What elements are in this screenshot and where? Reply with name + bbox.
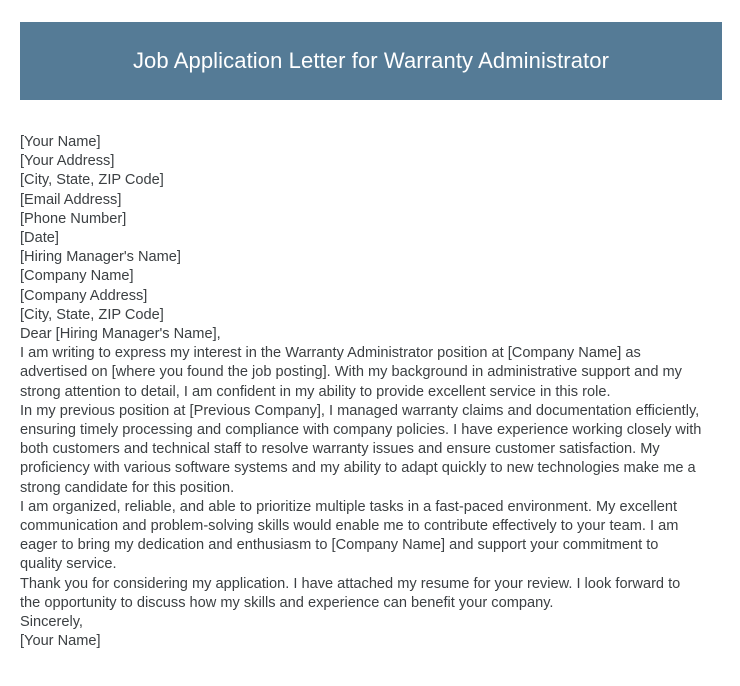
letter-line: [Your Address] (20, 153, 115, 170)
document-header-banner (20, 22, 722, 100)
letter-line: [Email Address] (20, 191, 122, 208)
letter-line: I am organized, reliable, and able to prioritize multiple tasks in a fast-paced environment. My excellent communication and problem-solving skills would enable me to contribute effectively to your team. I am eager to bring my dedication and enthusiasm to [Company Name] and support your commitment to quality service. (20, 498, 679, 573)
letter-line: [Your Name] (20, 134, 101, 150)
letter-line: [Your Name] (20, 633, 101, 650)
page-title: Job Application Letter for Warranty Administrator (132, 47, 610, 73)
letter-line: Dear [Hiring Manager's Name], (20, 326, 221, 343)
letter-line: Sincerely, (20, 614, 83, 631)
letter-line: In my previous position at [Previous Company], I managed warranty claims and documentation efficiently, ensuring timely processing and compliance with company policies. I have experience working closely with both customers and technical staff to resolve warranty issues and ensure customer satisfaction. My proficiency with various software systems and my ability to adapt quickly to new technologies make me a strong candidate for this position. (20, 402, 702, 496)
letter-line: [Company Address] (20, 287, 148, 304)
letter-line: Thank you for considering my application. I have attached my resume for your review. I look forward to the opportunity to discuss how my skills and experience can benefit your company. (20, 575, 681, 611)
letter-line: [Phone Number] (20, 210, 127, 227)
letter-line: I am writing to express my interest in the Warranty Administrator position at [Company Name] as advertised on [where you found the job posting]. With my background in administrative support and my strong attention to detail, I am confident in my ability to provide excellent service in this role. (20, 345, 682, 400)
letter-line: [Company Name] (20, 268, 134, 285)
letter-line: [City, State, ZIP Code] (20, 306, 164, 323)
letter-line: [Hiring Manager's Name] (20, 249, 181, 266)
letter-line: [City, State, ZIP Code] (20, 172, 164, 189)
letter-line: [Date] (20, 230, 59, 247)
letter-body (20, 133, 704, 651)
